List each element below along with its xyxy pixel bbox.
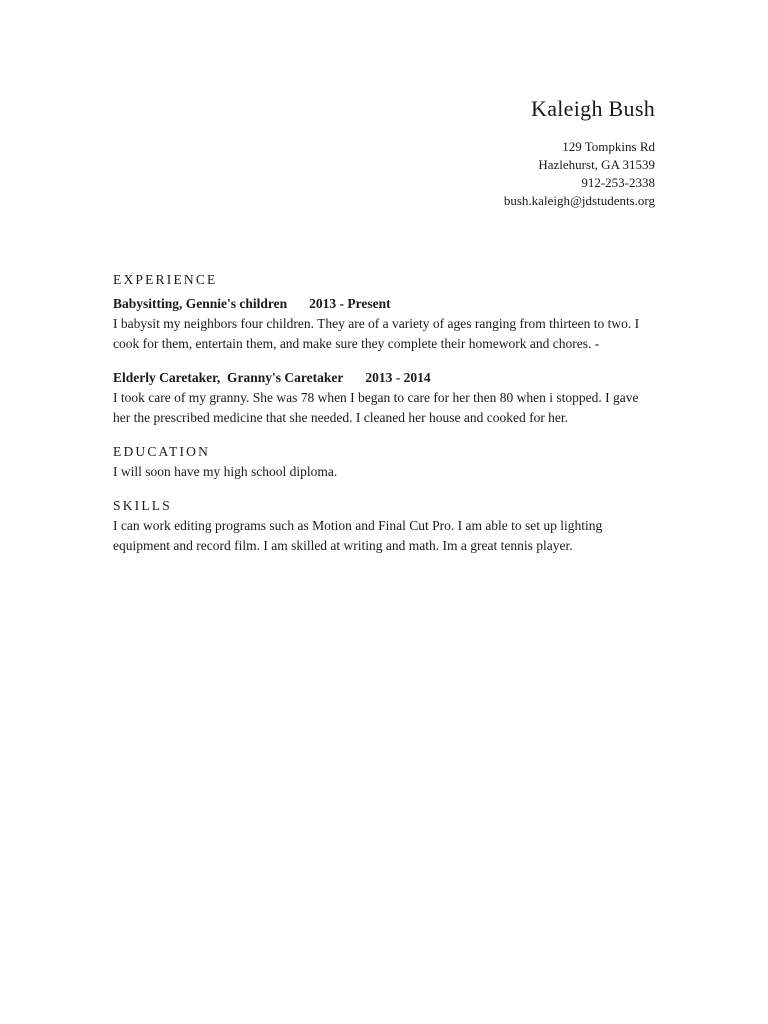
- education-section: [113, 442, 658, 482]
- skills-text: I can work editing programs such as Motion and Final Cut Pro. I am able to set up lighting equipment and record film. I am skilled at writing and math. Im a great tennis player.: [113, 518, 603, 553]
- experience-heading: EXPERIENCE: [113, 272, 218, 287]
- job-title-line: [113, 294, 658, 314]
- job-title: Elderly Caretaker, Granny's Caretaker: [113, 370, 344, 385]
- email-address: bush.kaleigh@jdstudents.org: [503, 193, 655, 208]
- job-dates: 2013 - 2014: [365, 370, 431, 385]
- resume-body: [113, 270, 658, 556]
- job-dates: 2013 - Present: [309, 296, 391, 311]
- candidate-name: Kaleigh Bush: [531, 96, 655, 121]
- experience-item: [113, 294, 658, 354]
- skills-section: [113, 496, 658, 556]
- experience-item: [113, 368, 658, 428]
- job-description: I took care of my granny. She was 78 when I began to care for her then 80 when i stopped. I gave her the prescribed medicine that she needed. I cleaned her house and cooked for her.: [113, 390, 639, 425]
- job-description: I babysit my neighbors four children. They are of a variety of ages ranging from thirteen to two. I cook for them, entertain them, and make sure they complete their homework and chores. -: [113, 316, 640, 351]
- skills-heading: SKILLS: [113, 498, 172, 513]
- address-line-1: 129 Tompkins Rd: [562, 139, 655, 154]
- resume-header: [504, 96, 655, 210]
- education-heading: EDUCATION: [113, 444, 211, 459]
- phone-number: 912-253-2338: [581, 175, 655, 190]
- job-title: Babysitting, Gennie's children: [113, 296, 288, 311]
- job-title-line: [113, 368, 658, 388]
- education-text: I will soon have my high school diploma.: [113, 464, 338, 479]
- address-line-2: Hazlehurst, GA 31539: [538, 157, 655, 172]
